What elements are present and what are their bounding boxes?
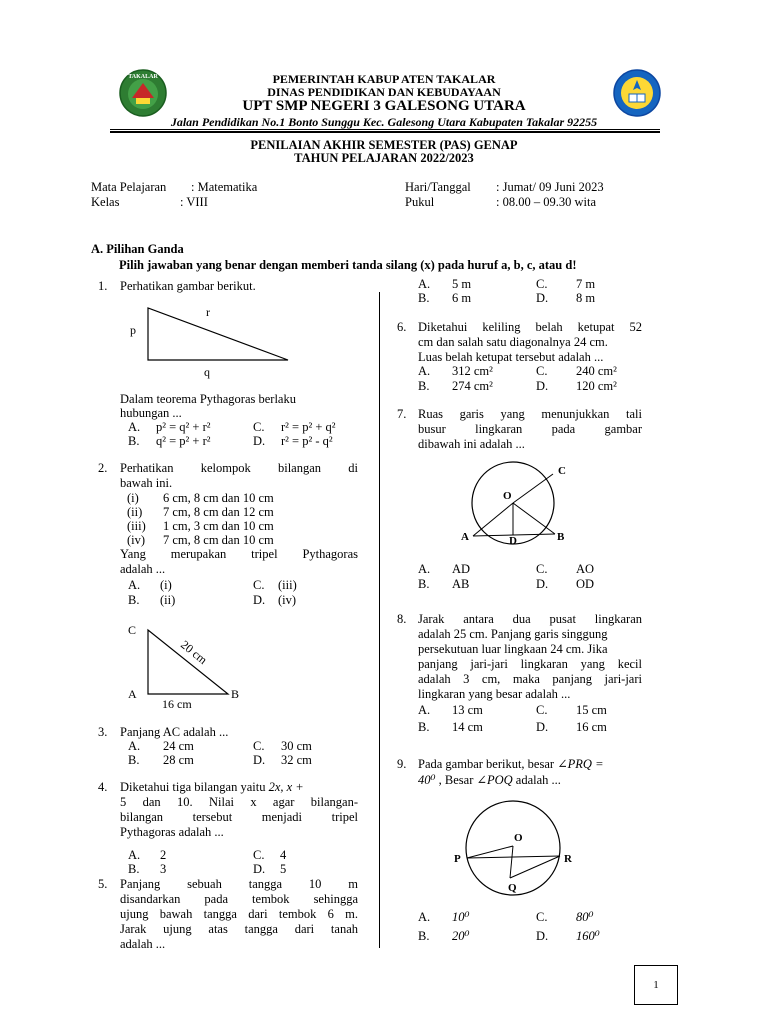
option-c-text: 240 cm² [576,364,617,378]
question-text-2: adalah 25 cm. Panjang garis singgung [418,627,608,641]
option-c-label[interactable]: C. [536,562,548,576]
question-text-part: adalah ... [512,773,561,787]
option-d-label[interactable]: D. [253,862,266,876]
angle-poq: ∠POQ [476,773,513,787]
question-text-5: adalah ... [120,937,166,951]
option-c-label[interactable]: C. [253,848,265,862]
header-school-name: UPT SMP NEGERI 3 GALESONG UTARA [242,98,526,114]
label-p: P [454,853,461,865]
option-a-text: 5 m [452,277,472,291]
question-text-4: Pythagoras adalah ... [120,825,224,839]
option-d-label[interactable]: D. [536,720,549,734]
question-number: 8. [397,612,407,626]
label-c: C [128,623,137,637]
segment-qr [510,856,560,878]
option-d-text: 120 cm² [576,379,617,393]
question-text-3: dibawah ini adalah ... [418,437,525,451]
label-o: O [514,832,523,844]
option-d-text: r² = p² - q² [281,434,333,448]
label-b: B [557,531,565,543]
option-b-text: AB [452,577,470,591]
question-text-part: , Besar [435,773,477,787]
option-d-label[interactable]: D. [536,291,549,305]
segment-po [467,846,513,858]
question-number: 3. [98,725,108,739]
item-text: 1 cm, 3 cm dan 10 cm [163,519,274,533]
option-b-label[interactable]: B. [128,753,140,767]
exam-title: PENILAIAN AKHIR SEMESTER (PAS) GENAP [250,138,518,152]
day-value: : Jumat/ 09 Juni 2023 [496,180,604,194]
question-number: 2. [98,461,108,475]
option-a-label[interactable]: A. [418,910,431,924]
exam-year: TAHUN PELAJARAN 2022/2023 [294,151,474,165]
question-text-2: bawah ini. [120,476,173,490]
page-number: 1 [634,965,678,1005]
option-a-label[interactable]: A. [418,364,431,378]
header-address: Jalan Pendidikan No.1 Bonto Sunggu Kec. Galesong Utara Kabupaten Takalar 92255 [170,115,598,129]
segment-oq [510,846,513,878]
question-text: Panjang AC adalah ... [120,725,229,739]
option-a-text: 24 cm [163,739,194,753]
option-a-text: 10⁰ [452,910,470,924]
option-b-text: 14 cm [452,720,483,734]
option-a-text: 2 [160,848,167,862]
question-text-4: panjang jari-jari lingkaran yang kecil [418,657,642,671]
question-text-2: cm dan salah satu diagonalnya 24 cm. [418,335,608,349]
header-department: DINAS PENDIDIKAN DAN KEBUDAYAAN [267,85,501,99]
question-number: 5. [98,877,108,891]
triangle-shape [148,308,288,360]
circle-chord-figure [455,458,575,548]
item-text: 6 cm, 8 cm dan 10 cm [163,491,274,505]
day-label: Hari/Tanggal [405,180,471,194]
right-triangle-abc-figure [120,618,260,714]
time-label: Pukul [405,195,435,209]
time-value: : 08.00 – 09.30 wita [496,195,596,209]
class-label: Kelas [91,195,120,209]
question-stem: Dalam teorema Pythagoras berlaku [120,392,296,406]
option-d-text: (iv) [278,593,297,607]
question-text-2: 5 dan 10. Nilai x agar bilangan- [120,795,358,809]
option-a-label[interactable]: A. [418,277,431,291]
option-b-label[interactable]: B. [128,434,140,448]
option-a-label[interactable]: A. [128,578,141,592]
option-c-text: r² = p² + q² [281,420,336,434]
option-a-text: 312 cm² [452,364,493,378]
label-base: 16 cm [162,697,192,711]
question-text-4: Jarak ujung atas tangga dari tanah [120,922,358,936]
option-d-label[interactable]: D. [536,379,549,393]
option-c-text: 15 cm [576,703,607,717]
option-c-label[interactable]: C. [253,578,265,592]
option-b-label[interactable]: B. [128,862,140,876]
option-c-label[interactable]: C. [536,703,548,717]
label-p: p [130,323,136,337]
subject-value: : Matematika [191,180,258,194]
option-a-label[interactable]: A. [418,562,431,576]
question-text: Panjang sebuah tangga 10 m [120,877,358,891]
section-instruction: Pilih jawaban yang benar dengan memberi tanda silang (x) pada huruf a, b, c, atau d! [119,258,577,272]
option-b-label[interactable]: B. [418,379,430,393]
option-a-label[interactable]: A. [128,420,141,434]
segment-pr [467,856,560,858]
svg-text:TAKALAR: TAKALAR [128,74,158,80]
option-b-label[interactable]: B. [418,929,430,943]
option-c-text: 30 cm [281,739,312,753]
header-government: PEMERINTAH KABUP ATEN TAKALAR [272,72,496,86]
option-d-text: 8 m [576,291,596,305]
option-c-label[interactable]: C. [536,277,548,291]
option-b-label[interactable]: B. [418,720,430,734]
question-text-4: adalah ... [120,562,166,576]
option-c-text: 80⁰ [576,910,594,924]
question-text: Jarak antara dua pusat lingkaran [418,612,642,626]
question-text-5: adalah 3 cm, maka panjang jari-jari [418,672,642,686]
option-b-text: 6 m [452,291,472,305]
subject-label: Mata Pelajaran [91,180,167,194]
option-a-label[interactable]: A. [128,739,141,753]
option-d-label[interactable]: D. [253,593,266,607]
question-text-3: Luas belah ketupat tersebut adalah ... [418,350,604,364]
option-d-label[interactable]: D. [536,929,549,943]
question-text: Perhatikan gambar berikut. [120,279,256,293]
option-c-label[interactable]: C. [536,364,548,378]
option-b-text: 20⁰ [452,929,470,943]
expression: 2x, x + [268,780,304,794]
item-label: (ii) [127,505,143,519]
label-hypotenuse: 20 cm [178,637,210,668]
option-d-text: 5 [280,862,287,876]
option-b-label[interactable]: B. [128,593,140,607]
question-text [418,757,604,771]
right-triangle-pqr-figure [120,300,300,380]
question-text-3: bilangan tersebut menjadi tripel [120,810,358,824]
label-d: D [509,535,517,547]
question-text-2: busur lingkaran pada gambar [418,422,642,436]
option-a-text: (i) [160,578,172,592]
question-text-6: lingkaran yang besar adalah ... [418,687,571,701]
option-b-text: 28 cm [163,753,194,767]
question-text: Ruas garis yang menunjukkan tali [418,407,642,421]
label-q: Q [508,882,517,894]
option-d-text: 16 cm [576,720,607,734]
option-c-label[interactable]: C. [253,739,265,753]
option-b-text: q² = p² + r² [156,434,211,448]
option-a-label[interactable]: A. [128,848,141,862]
option-b-text: (ii) [160,593,176,607]
question-text-2: disandarkan pada tembok sehingga [120,892,358,906]
item-text: 7 cm, 8 cm dan 10 cm [163,533,274,547]
option-c-label[interactable]: C. [253,420,265,434]
item-label: (iv) [127,533,146,547]
option-b-text: 3 [160,862,167,876]
label-r: R [564,853,572,865]
question-text [120,780,304,794]
option-b-label[interactable]: B. [418,577,430,591]
question-number: 6. [397,320,407,334]
question-text-part: Pada gambar berikut, besar [418,757,558,771]
option-c-text: 7 m [576,277,596,291]
option-d-text: 32 cm [281,753,312,767]
question-text-3: Yang merupakan tripel Pythagoras [120,547,358,561]
question-number: 7. [397,407,407,421]
question-number: 1. [98,279,108,293]
option-c-text: 4 [280,848,287,862]
label-q: q [204,365,210,379]
item-label: (iii) [127,519,146,533]
question-text: Perhatikan kelompok bilangan di [120,461,358,475]
option-a-text: AD [452,562,471,576]
label-c: C [558,465,566,477]
section-title: A. Pilihan Ganda [91,242,184,256]
option-b-text: 274 cm² [452,379,493,393]
option-d-text: 160⁰ [576,929,600,943]
angle-value: 40⁰ [418,773,436,787]
question-number: 9. [397,757,407,771]
label-a: A [461,531,469,543]
question-text-part: Diketahui tiga bilangan yaitu [120,780,269,794]
segment-ob [513,503,555,534]
question-stem-2: hubungan ... [120,406,182,420]
class-value: : VIII [180,195,208,209]
option-c-text: AO [576,562,595,576]
label-a: A [128,687,137,701]
question-number: 4. [98,780,108,794]
item-text: 7 cm, 8 cm dan 12 cm [163,505,274,519]
option-a-text: p² = q² + r² [156,420,211,434]
question-text-3: ujung bawah tangga dari tembok 6 m. [120,907,358,921]
angle-prq: ∠PRQ = [557,757,604,771]
item-label: (i) [127,491,139,505]
label-o: O [503,490,512,502]
label-r: r [206,305,210,319]
option-a-text: 13 cm [452,703,483,717]
option-c-text: (iii) [278,578,297,592]
column-divider [379,292,380,948]
option-c-label[interactable]: C. [536,910,548,924]
header-rule-thick [110,131,660,133]
option-d-text: OD [576,577,595,591]
option-a-label[interactable]: A. [418,703,431,717]
option-d-label[interactable]: D. [536,577,549,591]
option-b-label[interactable]: B. [418,291,430,305]
question-text-2 [418,773,561,787]
option-d-label[interactable]: D. [253,753,266,767]
question-text: Diketahui keliling belah ketupat 52 [418,320,642,334]
header-rule [110,129,660,130]
option-d-label[interactable]: D. [253,434,266,448]
label-b: B [231,687,240,701]
segment-oc [513,474,553,503]
circle-angle-figure [450,798,580,896]
segment-oa [473,503,513,536]
question-text-3: persekutuan luar lingkaan 24 cm. Jika [418,642,608,656]
